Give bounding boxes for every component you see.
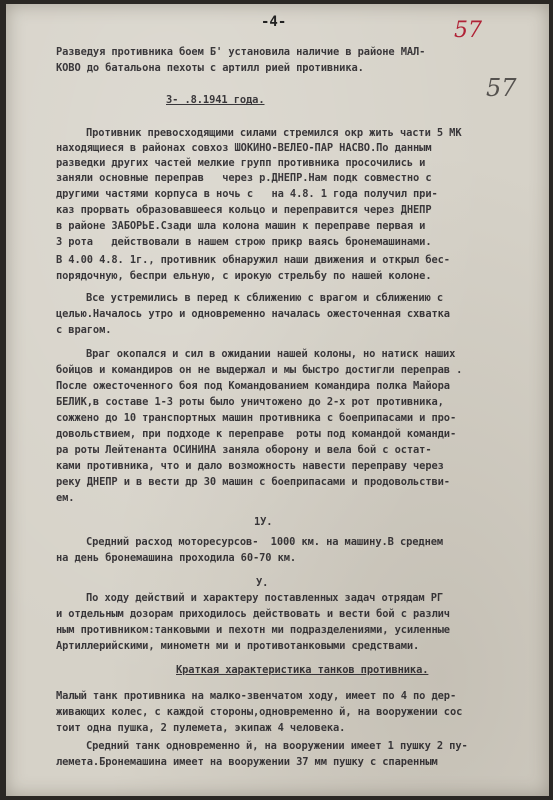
text-line: В 4.00 4.8. 1г., противник обнаружил наши движения и открыл бес- bbox=[56, 254, 450, 266]
text-line: разведки других частей мелкие групп противника просочились и bbox=[56, 157, 426, 169]
text-line: реку ДНЕПР и в вести др 30 машин с боеприпасами и продовольстви- bbox=[56, 476, 450, 488]
text-line: Малый танк противника на малко-звенчатом ходу, имеет по 4 по дер- bbox=[56, 690, 457, 702]
handwritten-page-number-pencil: 57 bbox=[486, 74, 517, 102]
text-line: целью.Началось утро и одновременно началась ожесточенная схватка bbox=[56, 308, 450, 320]
text-line: ками противника, что и дало возможность навести переправу через bbox=[56, 460, 444, 472]
text-line: Разведуя противника боем Б' установила наличие в районе МАЛ- bbox=[56, 46, 426, 58]
text-line: находящиеся в районах совхоз ШОКИНО-ВЕЛЕО-ПАР НАСВО.По данным bbox=[56, 142, 432, 154]
text-line: После ожесточенного боя под Командованием командира полка Майора bbox=[56, 380, 450, 392]
handwritten-page-number-red: 57 bbox=[454, 18, 482, 43]
document-page bbox=[6, 4, 549, 796]
text-line: заняли основные переправ через р.ДНЕПР.Нам подк совместно с bbox=[56, 172, 432, 184]
text-line: ем. bbox=[56, 492, 75, 504]
text-line: бойцов и командиров он не выдержал и мы быстро достигли переправ . bbox=[56, 364, 463, 376]
text-line: с врагом. bbox=[56, 324, 112, 336]
text-line: БЕЛИК,в составе 1-3 роты было уничтожено до 2-х рот противника, bbox=[56, 396, 444, 408]
section-heading: У. bbox=[256, 577, 269, 589]
text-line: По ходу действий и характеру поставленных задач отрядам РГ bbox=[86, 592, 444, 604]
text-line: 3 рота действовали в нашем строю прикр вaясь бронемашинами. bbox=[56, 236, 432, 248]
text-line: Артиллерийскими, минометн ми и противотанковыми средствами. bbox=[56, 640, 420, 652]
text-line: Враг окопался и сил в ожидании нашей колоны, но натиск наших bbox=[86, 348, 456, 360]
text-line: другими частями корпуса в ночь с на 4.8. 1 года получил при- bbox=[56, 188, 438, 200]
text-line: и отдельным дозорам приходилось действовать и вести бой с различ bbox=[56, 608, 450, 620]
text-line: довольствием, при подходе к переправе роты под командой команди- bbox=[56, 428, 457, 440]
text-line: живающих колес, с каждой стороны,одновременно й, на вооружении сос bbox=[56, 706, 463, 718]
subsection-heading: Краткая характеристика танков противника. bbox=[176, 664, 429, 676]
section-heading: 1У. bbox=[254, 516, 273, 528]
text-line: порядочную, беспри ельную, с ирокую стрельбу по нашей колоне. bbox=[56, 270, 432, 282]
date-heading: 3- .8.1941 года. bbox=[166, 94, 265, 106]
text-line: лемета.Бронемашина имеет на вооружении 37 мм пушку с спаренным bbox=[56, 756, 438, 768]
text-line: на день бронемашина проходила 60-70 км. bbox=[56, 552, 297, 564]
text-line: ра роты Лейтенанта ОСИНИНА заняла оборону и вела бой с остат- bbox=[56, 444, 432, 456]
text-line: тоит одна пушка, 2 пулемета, экипаж 4 человека. bbox=[56, 722, 346, 734]
text-line: Все устремились в перед к сближению с врагом и сближению с bbox=[86, 292, 444, 304]
text-line: Противник превосходящими силами стремился окр жить части 5 МК bbox=[86, 127, 462, 139]
text-line: сожжено до 10 транспортных машин противника с боеприпасами и про- bbox=[56, 412, 457, 424]
text-line: Средний расход моторесурсов- 1000 км. на машину.В среднем bbox=[86, 536, 444, 548]
text-line: каз прорвать образовавшееся кольцо и переправится через ДНЕПР bbox=[56, 204, 432, 216]
page-number: -4- bbox=[261, 14, 287, 30]
text-line: ным противником:танковыми и пехотн ми подразделениями, усиленные bbox=[56, 624, 450, 636]
text-line: в районе ЗАБОРЬЕ.Сзади шла колона машин к переправе первая и bbox=[56, 220, 426, 232]
text-line: Средний танк одновременно й, на вооружении имеет 1 пушку 2 пу- bbox=[86, 740, 468, 752]
text-line: КОВО до батальона пехоты с артилл рией противника. bbox=[56, 62, 364, 74]
